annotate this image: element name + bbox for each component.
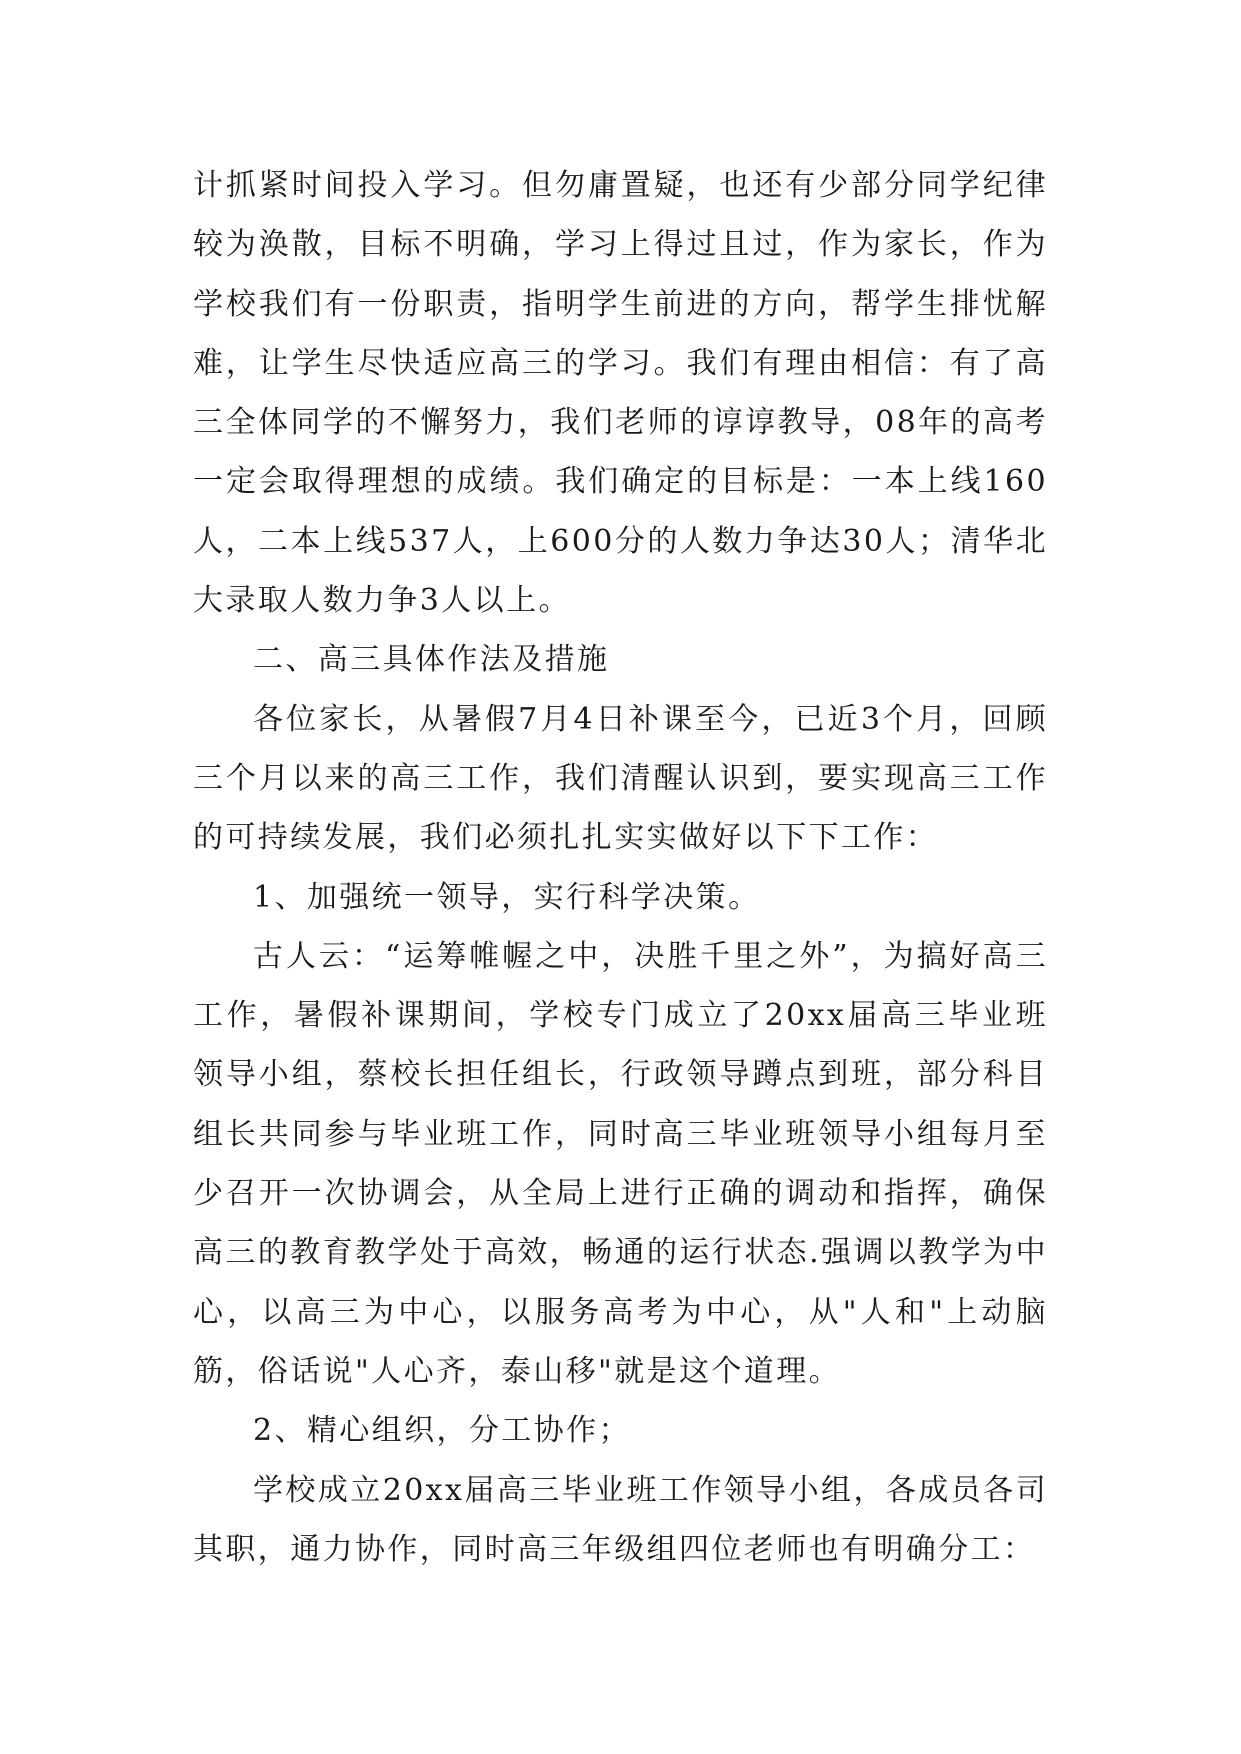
paragraph-leadership: 古人云：“运筹帷幄之中，决胜千里之外”，为搞好高三工作，暑假补课期间，学校专门成立了20xx届高三毕业班领导小组，蔡校长担任组长，行政领导蹲点到班，部分科目组长共同参与毕业班工作，同时高三毕业班领导小组每月至少召开一次协调会，从全局上进行正确的调动和指挥，确保高三的教育教学处于高效，畅通的运行状态.强调以教学为中心，以高三为中心，以服务高考为中心，从"人和"上动脑筋，俗话说"人心齐，泰山移"就是这个道理。 [193, 938, 1048, 1389]
document-body [193, 156, 1048, 1579]
subheading-leadership: 1、加强统一领导，实行科学决策。 [253, 879, 761, 915]
subheading-organization: 2、精心组织，分工协作； [253, 1413, 631, 1449]
paragraph-organization: 学校成立20xx届高三毕业班工作领导小组，各成员各司其职，通力协作，同时高三年级组四位老师也有明确分工： [193, 1472, 1048, 1567]
paragraph-goals: 计抓紧时间投入学习。但勿庸置疑，也还有少部分同学纪律较为涣散，目标不明确，学习上得过且过，作为家长，作为学校我们有一份职责，指明学生前进的方向，帮学生排忧解难，让学生尽快适应高三的学习。我们有理由相信：有了高三全体同学的不懈努力，我们老师的谆谆教导，08年的高考一定会取得理想的成绩。我们确定的目标是：一本上线160人，二本上线537人，上600分的人数力争达30人；清华北大录取人数力争3人以上。 [193, 168, 1048, 619]
paragraph-review: 各位家长，从暑假7月4日补课至今，已近3个月，回顾三个月以来的高三工作，我们清醒认识到，要实现高三工作的可持续发展，我们必须扎扎实实做好以下下工作： [193, 701, 1048, 856]
section-heading-measures: 二、高三具体作法及措施 [253, 642, 610, 678]
